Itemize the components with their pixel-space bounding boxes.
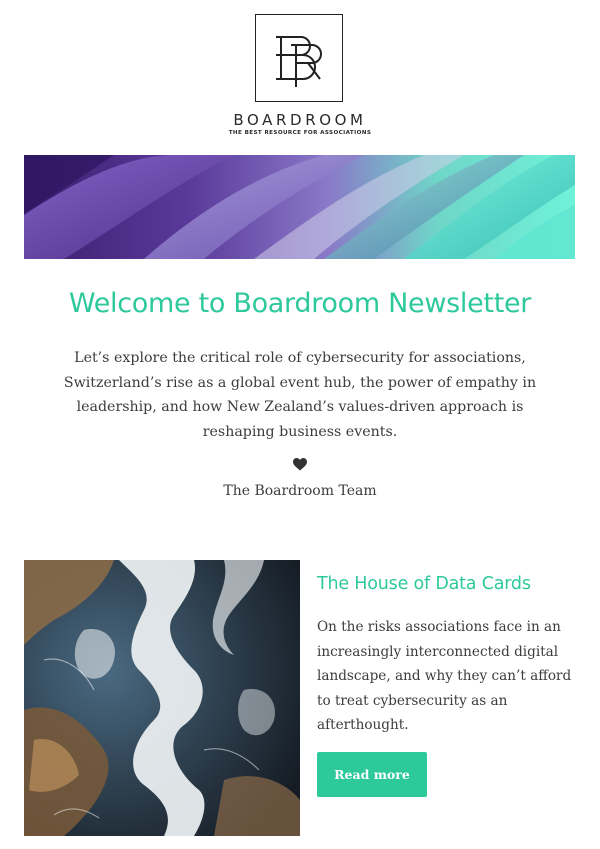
article-description: On the risks associations face in an increasingly interconnected digital landscape, and why they can’t afford to treat cybersecurity as an afterthought. xyxy=(317,619,572,734)
intro-text: Let’s explore the critical role of cybersecurity for associations, Switzerland’s rise as a global event hub, the power of empathy in leadership, and how New Zealand’s values-driven approach is reshaping business events. xyxy=(63,350,537,440)
signature: The Boardroom Team xyxy=(223,483,377,499)
heart-icon xyxy=(0,458,600,475)
bpr-monogram-icon xyxy=(256,15,341,100)
brand-tagline: THE BEST RESOURCE FOR ASSOCIATIONS xyxy=(228,130,372,136)
read-more-button[interactable]: Read more xyxy=(317,752,427,797)
brand-name: BOARDROOM xyxy=(233,111,367,129)
hero-banner xyxy=(24,155,575,259)
ocean-waves-image xyxy=(24,560,300,836)
article-image[interactable] xyxy=(24,560,300,836)
boardroom-logo[interactable] xyxy=(255,14,343,102)
gradient-waves-image xyxy=(24,155,575,259)
welcome-title: Welcome to Boardroom Newsletter xyxy=(68,288,532,319)
article-title[interactable]: The House of Data Cards xyxy=(317,574,531,594)
